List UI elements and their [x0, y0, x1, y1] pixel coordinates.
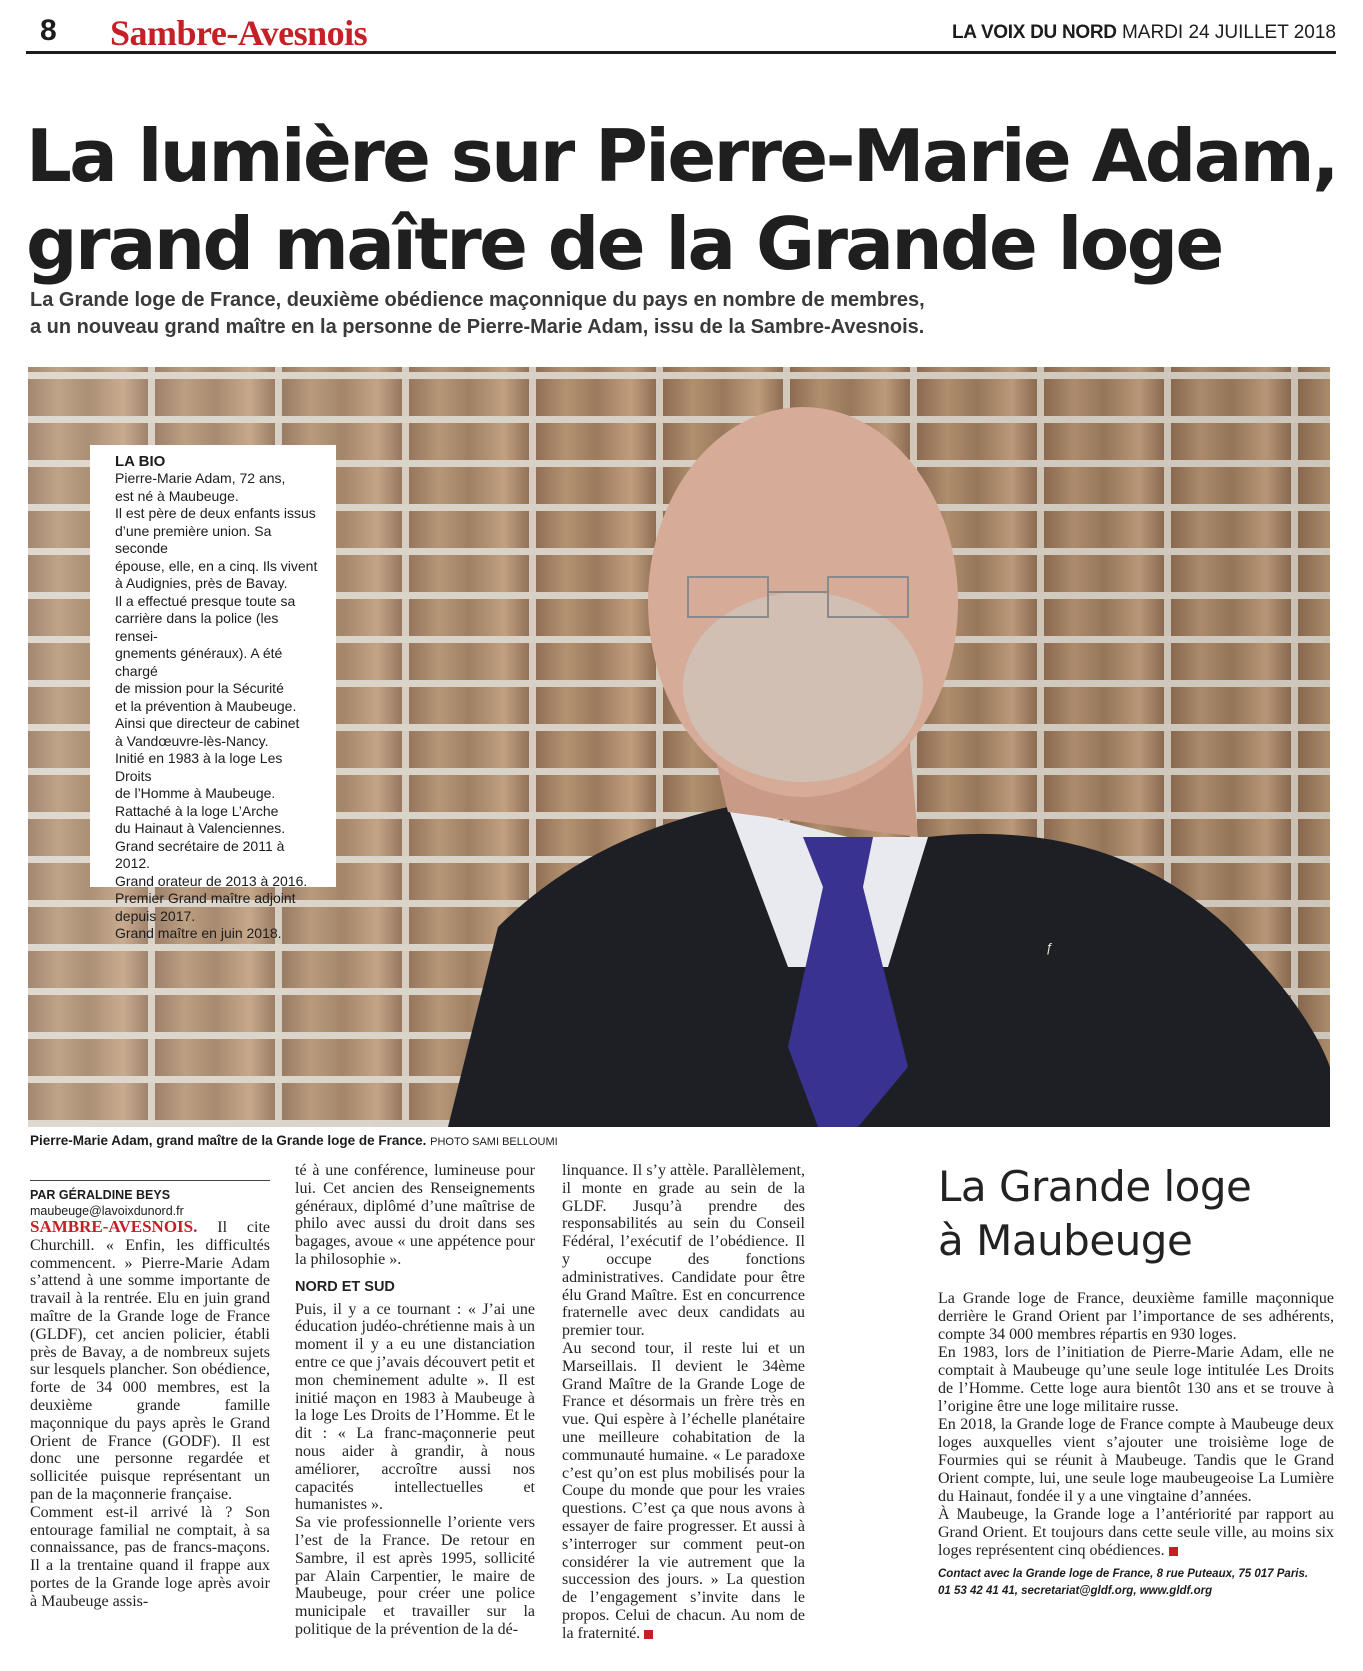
- sidebar-box: [938, 1160, 1334, 1600]
- article-column-2: [295, 1162, 535, 1639]
- sidebar-title-line-2: à Maubeuge: [938, 1216, 1193, 1265]
- column-3-text: linquance. Il s’y attèle. Parallèlement, il monte en grade au sein de la GLDF. Jusqu’à prendre des responsabilités au sein du Conseil Fédéral, l’exécutif de l’obédience. Il y occupe des fonctions administratives. Candidate pour être élu Grand Maître. Est en concurrence fraternelle avec deux candidats au premier tour. Au second tour, il reste lui et un Marseillais. Il devient le 34ème Grand Maître de la Grande Loge de France et désormais un frère très en vue. Qui espère à l’échelle planétaire une meilleure cohabitation de la communauté humaine. « Le paradoxe c’est qu’on est plus mobilisés pour la Coupe du monde que pour les vraies questions. C’est ça que nous avons à essayer de faire progresser. Et aussi à s’interroger sur comment peut-on considérer la vie autrement que la succession des jours. » La question de l’engagement s’invite dans le propos. Celui de chacun. Au nom de la fraternité.: [562, 1162, 805, 1642]
- sidebar-contact: [938, 1566, 1334, 1600]
- section-title: Sambre-Avesnois: [110, 13, 368, 53]
- sidebar-title-line-1: La Grande loge: [938, 1162, 1252, 1211]
- bio-box: [90, 445, 336, 941]
- byline: [30, 1180, 270, 1219]
- article-column-1: [30, 1218, 270, 1611]
- bio-text: Pierre-Marie Adam, 72 ans, est né à Maubeuge. Il est père de deux enfants issus d’une première union. Sa seconde épouse, elle, en a cinq. Ils vivent à Audignies, près de Bavay. Il a effectué presque toute sa carrière dans la police (les rensei- gnements généraux). A été chargé de mission pour la Sécurité et la prévention à Maubeuge. Ainsi que directeur de cabinet à Vandœuvre-lès-Nancy. Initié en 1983 à la loge Les Droits de l’Homme à Maubeuge. Rattaché à la loge L’Arche du Hainaut à Valenciennes. Grand secrétaire de 2011 à 2012. Grand orateur de 2013 à 2016. Premier Grand maître adjoint depuis 2017. Grand maître en juin 2018.: [115, 470, 318, 941]
- standfirst-line-1: La Grande loge de France, deuxième obédience maçonnique du pays en nombre de membres,: [30, 289, 925, 311]
- beard: [683, 592, 923, 782]
- sidebar-title: [938, 1160, 1334, 1268]
- bio-title: LA BIO: [115, 453, 166, 470]
- portrait-photo: [28, 367, 1330, 1127]
- column-1-text: Il cite Churchill. « Enfin, les difficultés commencent. » Pierre-Marie Adam s’attend à une somme importante de travail à la rentrée. Elu en juin grand maître de la Grande loge de France (GLDF), cet ancien policier, établi près de Bavay, a de nombreux sujets sur lesquels plancher. Son obédience, forte de 34 000 membres, est la deuxième grande famille maçonnique du pays après le Grand Orient de France (GODF). Il est donc une personne regardée et sollicitée puisque représentant un pan de la maçonnerie française. Comment est-il arrivé là ? Son entourage familial ne comptait, à sa connaissance, pas de francs-maçons. Il a la trentaine quand il frappe aux portes de la Grande loge après avoir à Maubeuge assis-: [30, 1219, 270, 1610]
- sidebar-body: [938, 1290, 1334, 1560]
- kicker: SAMBRE-AVESNOIS.: [30, 1217, 198, 1236]
- lapel-pin-icon: ƒ: [1046, 940, 1054, 955]
- author-email[interactable]: maubeuge@lavoixdunord.fr: [30, 1204, 184, 1218]
- contact-address: Contact avec la Grande loge de France, 8 rue Puteaux, 75 017 Paris.: [938, 1568, 1309, 1580]
- caption-text: Pierre-Marie Adam, grand maître de la Grande loge de France.: [30, 1133, 427, 1148]
- standfirst: [30, 287, 1330, 341]
- sidebar-text: La Grande loge de France, deuxième famille maçonnique derrière le Grand Orient par l’importance de ses adhérents, compte 34 000 membres répartis en 930 loges. En 1983, lors de l’initiation de Pierre-Marie Adam, elle ne comptait à Maubeuge qu’une seule loge intitulée Les Droits de l’Homme. Cette loge aura bientôt 130 ans et se trouve à l’origine être une loge militaire russe. En 2018, la Grande loge de France compte à Maubeuge deux loges auxquelles vient s’ajouter une troisième loge de Fourmies qui se réunit à Maubeuge. Tandis que le Grand Orient compte, lui, une seule loge maubeugeoise La Lumière du Hainaut, fondée il y a une vingtaine d’années. À Maubeuge, la Grande loge a l’antériorité par rapport au Grand Orient. Et toujours dans cette seule ville, au moins six loges représentent cinq obédiences.: [938, 1290, 1334, 1559]
- headline-line-1: La lumière sur Pierre-Marie Adam,: [26, 114, 1337, 198]
- end-mark-icon: [644, 1630, 653, 1639]
- article-column-3: [562, 1162, 805, 1643]
- column-2-text-b: Puis, il y a ce tournant : « J’ai une éducation judéo-chrétienne mais à un moment il y a eu une distanciation entre ce que j’avais découvert petit et mon cheminement adulte ». Il est initié maçon en 1983 à Maubeuge à la loge Les Droits de l’Homme. Et le dit : « La franc-maçonnerie peut nous aider à grandir, à nous améliorer, accroître aussi nos capacités intellectuelles et humanistes ». Sa vie professionnelle l’oriente vers l’est de la France. De retour en Sambre, il est après 1995, sollicité par Alain Carpentier, le maire de Maubeuge, pour créer une police municipale et travailler sur la politique de la prévention de la dé-: [295, 1300, 535, 1638]
- issue-date: MARDI 24 JUILLET 2018: [1121, 22, 1336, 43]
- newspaper-name: LA VOIX DU NORD: [951, 22, 1117, 43]
- headline-line-2: grand maître de la Grande loge: [26, 202, 1222, 286]
- standfirst-line-2: a un nouveau grand maître en la personne de Pierre-Marie Adam, issu de la Sambre-Avesnois.: [30, 316, 925, 338]
- subhead: NORD ET SUD: [295, 1278, 395, 1295]
- masthead: [952, 22, 1336, 44]
- headline: [26, 112, 1336, 288]
- author-name: PAR GÉRALDINE BEYS: [30, 1188, 171, 1202]
- column-2-text-a: té à une conférence, lumineuse pour lui. Cet ancien des Renseignements généraux, diplômé d’une maîtrise de philo avec aussi du droit dans ses bagages, avoue « une appétence pour la philosophie ».: [295, 1162, 535, 1268]
- page-number: 8: [40, 14, 57, 47]
- end-mark-icon: [1169, 1547, 1178, 1556]
- contact-details[interactable]: 01 53 42 41 41, secretariat@gldf.org, www.gldf.org: [938, 1585, 1213, 1597]
- photo-credit: PHOTO SAMI BELLOUMI: [430, 1136, 558, 1148]
- photo-caption: [30, 1133, 558, 1148]
- page-header: [26, 6, 1336, 54]
